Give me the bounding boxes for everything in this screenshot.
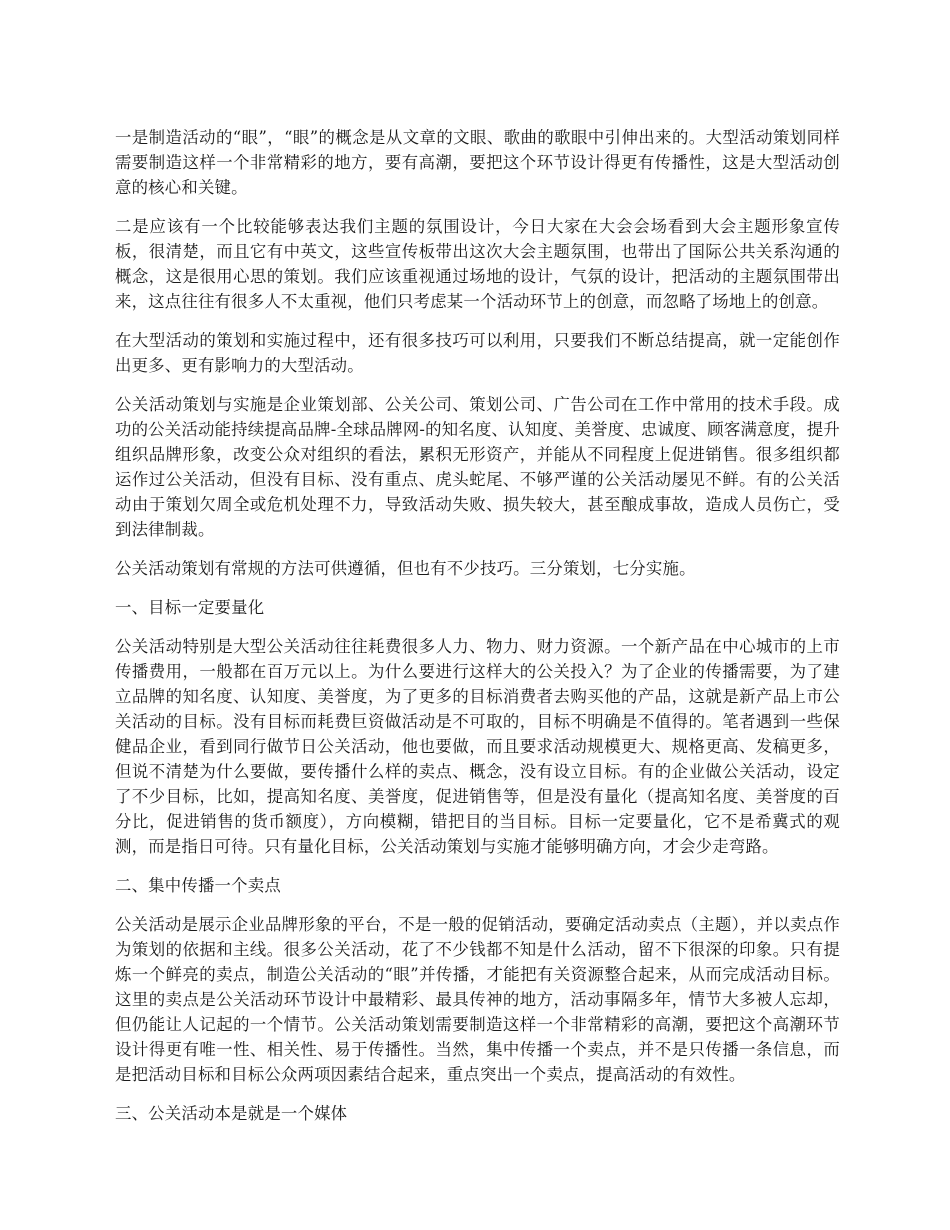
document-body [115, 125, 840, 1140]
section-heading-single-selling-point: 二、集中传播一个卖点 [115, 876, 281, 895]
paragraph-create-event-eye: 一是制造活动的“眼”，“眼”的概念是从文章的文眼、歌曲的歌眼中引伸出来的。大型活动策划同样需要制造这样一个非常精彩的地方，要有高潮，要把这个环节设计得更有传播性，这是大型活动创意的核心和关键。 [115, 128, 840, 197]
paragraph-planning-methods: 公关活动策划有常规的方法可供遵循，但也有不少技巧。三分策划，七分实施。 [115, 559, 696, 578]
paragraph-single-selling-point: 公关活动是展示企业品牌形象的平台，不是一般的促销活动，要确定活动卖点（主题），并以卖点作为策划的依据和主线。很多公关活动，花了不少钱都不知是什么活动，留不下很深的印象。只有提炼一个鲜亮的卖点，制造公关活动的“眼”并传播，才能把有关资源整合起来，从而完成活动目标。这里的卖点是公关活动环节设计中最精彩、最具传神的地方，活动事隔多年，情节大多被人忘却，但仍能让人记起的一个情节。公关活动策划需要制造这样一个非常精彩的高潮，要把这个高潮环节设计得更有唯一性、相关性、易于传播性。当然，集中传播一个卖点，并不是只传播一条信息，而是把活动目标和目标公众两项因素结合起来，重点突出一个卖点，提高活动的有效性。 [115, 915, 840, 1084]
paragraph-atmosphere-design: 二是应该有一个比较能够表达我们主题的氛围设计，今日大家在大会会场看到大会主题形象宣传板，很清楚，而且它有中英文，这些宣传板带出这次大会主题氛围，也带出了国际公共关系沟通的概念，这是很用心思的策划。我们应该重视通过场地的设计，气氛的设计，把活动的主题氛围带出来，这点往往有很多人不太重视，他们只考虑某一个活动环节上的创意，而忽略了场地上的创意。 [115, 217, 840, 311]
section-heading-event-as-media: 三、公关活动本是就是一个媒体 [115, 1104, 348, 1123]
section-heading-quantify-goals: 一、目标一定要量化 [115, 598, 265, 617]
paragraph-pr-planning-intro: 公关活动策划与实施是企业策划部、公关公司、策划公司、广告公司在工作中常用的技术手段。成功的公关活动能持续提高品牌-全球品牌网-的知名度、认知度、美誉度、忠诚度、顾客满意度，提升组织品牌形象，改变公众对组织的看法，累积无形资产，并能从不同程度上促进销售。很多组织都运作过公关活动，但没有目标、没有重点、虎头蛇尾、不够严谨的公关活动屡见不鲜。有的公关活动由于策划欠周全或危机处理不力，导致活动失败、损失较大，甚至酿成事故，造成人员伤亡，受到法律制裁。 [115, 395, 840, 539]
paragraph-quantify-goals: 公关活动特别是大型公关活动往往耗费很多人力、物力、财力资源。一个新产品在中心城市的上市传播费用，一般都在百万元以上。为什么要进行这样大的公关投入？为了企业的传播需要，为了建立品牌的知名度、认知度、美誉度，为了更多的目标消费者去购买他的产品，这就是新产品上市公关活动的目标。没有目标而耗费巨资做活动是不可取的，目标不明确是不值得的。笔者遇到一些保健品企业，看到同行做节日公关活动，他也要做，而且要求活动规模更大、规格更高、发稿更多，但说不清楚为什么要做，要传播什么样的卖点、概念，没有设立目标。有的企业做公关活动，设定了不少目标，比如，提高知名度、美誉度，促进销售等，但是没有量化（提高知名度、美誉度的百分比，促进销售的货币额度），方向模糊，错把目的当目标。目标一定要量化，它不是希冀式的观测，而是指日可待。只有量化目标，公关活动策划与实施才能够明确方向，才会少走弯路。 [115, 637, 840, 856]
paragraph-many-techniques: 在大型活动的策划和实施过程中，还有很多技巧可以利用，只要我们不断总结提高，就一定能创作出更多、更有影响力的大型活动。 [115, 331, 840, 375]
